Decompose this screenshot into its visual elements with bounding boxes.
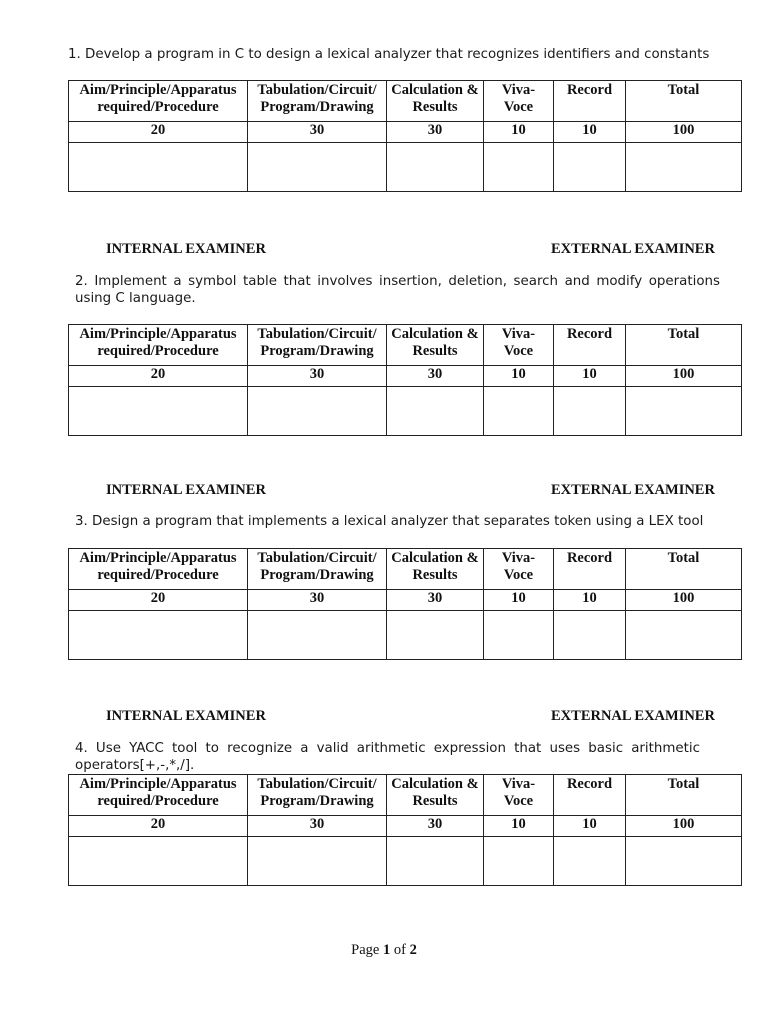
of-word: of (393, 942, 406, 958)
marks-tabulation: 30 (248, 366, 387, 387)
external-examiner-label: EXTERNAL EXAMINER (551, 708, 715, 724)
col-viva-voce: Viva- Voce (484, 81, 554, 122)
external-examiner-label: EXTERNAL EXAMINER (551, 482, 715, 498)
awarded-record-cell (554, 837, 626, 886)
awarded-calculation-cell (387, 837, 484, 886)
internal-examiner-label: INTERNAL EXAMINER (106, 482, 266, 498)
page-word: Page (351, 942, 380, 958)
awarded-record-cell (554, 611, 626, 660)
question-1 (68, 46, 748, 63)
header-row (69, 775, 742, 816)
awarded-tabulation-cell (248, 143, 387, 192)
question-text: 1. Develop a program in C to design a lexical analyzer that recognizes identifiers and constants (68, 47, 710, 62)
marks-table-2 (68, 324, 742, 436)
col-calculation: Calculation & Results (387, 775, 484, 816)
marks-table-4 (68, 774, 742, 886)
marks-table-3 (68, 548, 742, 660)
internal-examiner-label: INTERNAL EXAMINER (106, 708, 266, 724)
marks-record: 10 (554, 816, 626, 837)
header-row (69, 81, 742, 122)
marks-viva-voce: 10 (484, 122, 554, 143)
col-aim: Aim/Principle/Apparatus required/Procedure (69, 81, 248, 122)
awarded-record-cell (554, 143, 626, 192)
awarded-tabulation-cell (248, 387, 387, 436)
marks-viva-voce: 10 (484, 366, 554, 387)
max-marks-row (69, 590, 742, 611)
marks-aim: 20 (69, 122, 248, 143)
marks-record: 10 (554, 590, 626, 611)
awarded-total-cell (626, 837, 742, 886)
awarded-calculation-cell (387, 143, 484, 192)
marks-aim: 20 (69, 590, 248, 611)
marks-tabulation: 30 (248, 122, 387, 143)
col-record: Record (554, 549, 626, 590)
awarded-viva-voce-cell (484, 143, 554, 192)
col-aim: Aim/Principle/Apparatus required/Procedure (69, 775, 248, 816)
awarded-viva-voce-cell (484, 387, 554, 436)
awarded-marks-row (69, 837, 742, 886)
col-calculation: Calculation & Results (387, 549, 484, 590)
awarded-record-cell (554, 387, 626, 436)
col-tabulation: Tabulation/Circuit/ Program/Drawing (248, 775, 387, 816)
awarded-calculation-cell (387, 387, 484, 436)
marks-total: 100 (626, 122, 742, 143)
col-tabulation: Tabulation/Circuit/ Program/Drawing (248, 325, 387, 366)
max-marks-row (69, 366, 742, 387)
awarded-aim-cell (69, 611, 248, 660)
col-viva-voce: Viva- Voce (484, 325, 554, 366)
awarded-marks-row (69, 143, 742, 192)
header-row (69, 549, 742, 590)
header-row (69, 325, 742, 366)
external-examiner-label: EXTERNAL EXAMINER (551, 241, 715, 257)
awarded-tabulation-cell (248, 611, 387, 660)
question-2 (75, 273, 720, 307)
col-calculation: Calculation & Results (387, 325, 484, 366)
awarded-aim-cell (69, 387, 248, 436)
awarded-aim-cell (69, 837, 248, 886)
marks-aim: 20 (69, 816, 248, 837)
awarded-tabulation-cell (248, 837, 387, 886)
question-text: 4. Use YACC tool to recognize a valid arithmetic expression that uses basic arithmetic operators[+,-,*,/]. (75, 741, 700, 773)
question-4 (75, 740, 700, 774)
marks-tabulation: 30 (248, 816, 387, 837)
col-total: Total (626, 325, 742, 366)
current-page-number: 1 (382, 942, 391, 958)
max-marks-row (69, 816, 742, 837)
col-total: Total (626, 81, 742, 122)
marks-record: 10 (554, 366, 626, 387)
marks-total: 100 (626, 816, 742, 837)
marks-total: 100 (626, 590, 742, 611)
awarded-total-cell (626, 143, 742, 192)
internal-examiner-label: INTERNAL EXAMINER (106, 241, 266, 257)
marks-viva-voce: 10 (484, 816, 554, 837)
question-text: 3. Design a program that implements a lexical analyzer that separates token using a LEX tool (75, 514, 704, 529)
marks-record: 10 (554, 122, 626, 143)
awarded-total-cell (626, 611, 742, 660)
marks-calculation: 30 (387, 590, 484, 611)
col-tabulation: Tabulation/Circuit/ Program/Drawing (248, 81, 387, 122)
col-viva-voce: Viva- Voce (484, 775, 554, 816)
col-aim: Aim/Principle/Apparatus required/Procedure (69, 325, 248, 366)
marks-table-1 (68, 80, 742, 192)
marks-tabulation: 30 (248, 590, 387, 611)
marks-aim: 20 (69, 366, 248, 387)
awarded-marks-row (69, 387, 742, 436)
awarded-viva-voce-cell (484, 837, 554, 886)
marks-viva-voce: 10 (484, 590, 554, 611)
marks-total: 100 (626, 366, 742, 387)
col-record: Record (554, 775, 626, 816)
page-footer (0, 942, 768, 959)
question-3 (75, 513, 745, 530)
col-calculation: Calculation & Results (387, 81, 484, 122)
awarded-aim-cell (69, 143, 248, 192)
col-record: Record (554, 81, 626, 122)
col-total: Total (626, 775, 742, 816)
marks-calculation: 30 (387, 122, 484, 143)
col-aim: Aim/Principle/Apparatus required/Procedure (69, 549, 248, 590)
col-tabulation: Tabulation/Circuit/ Program/Drawing (248, 549, 387, 590)
awarded-marks-row (69, 611, 742, 660)
col-total: Total (626, 549, 742, 590)
awarded-viva-voce-cell (484, 611, 554, 660)
max-marks-row (69, 122, 742, 143)
marks-calculation: 30 (387, 816, 484, 837)
question-text: 2. Implement a symbol table that involves insertion, deletion, search and modify operations using C language. (75, 274, 720, 306)
col-record: Record (554, 325, 626, 366)
col-viva-voce: Viva- Voce (484, 549, 554, 590)
marks-calculation: 30 (387, 366, 484, 387)
total-pages-number: 2 (409, 942, 417, 958)
awarded-total-cell (626, 387, 742, 436)
awarded-calculation-cell (387, 611, 484, 660)
